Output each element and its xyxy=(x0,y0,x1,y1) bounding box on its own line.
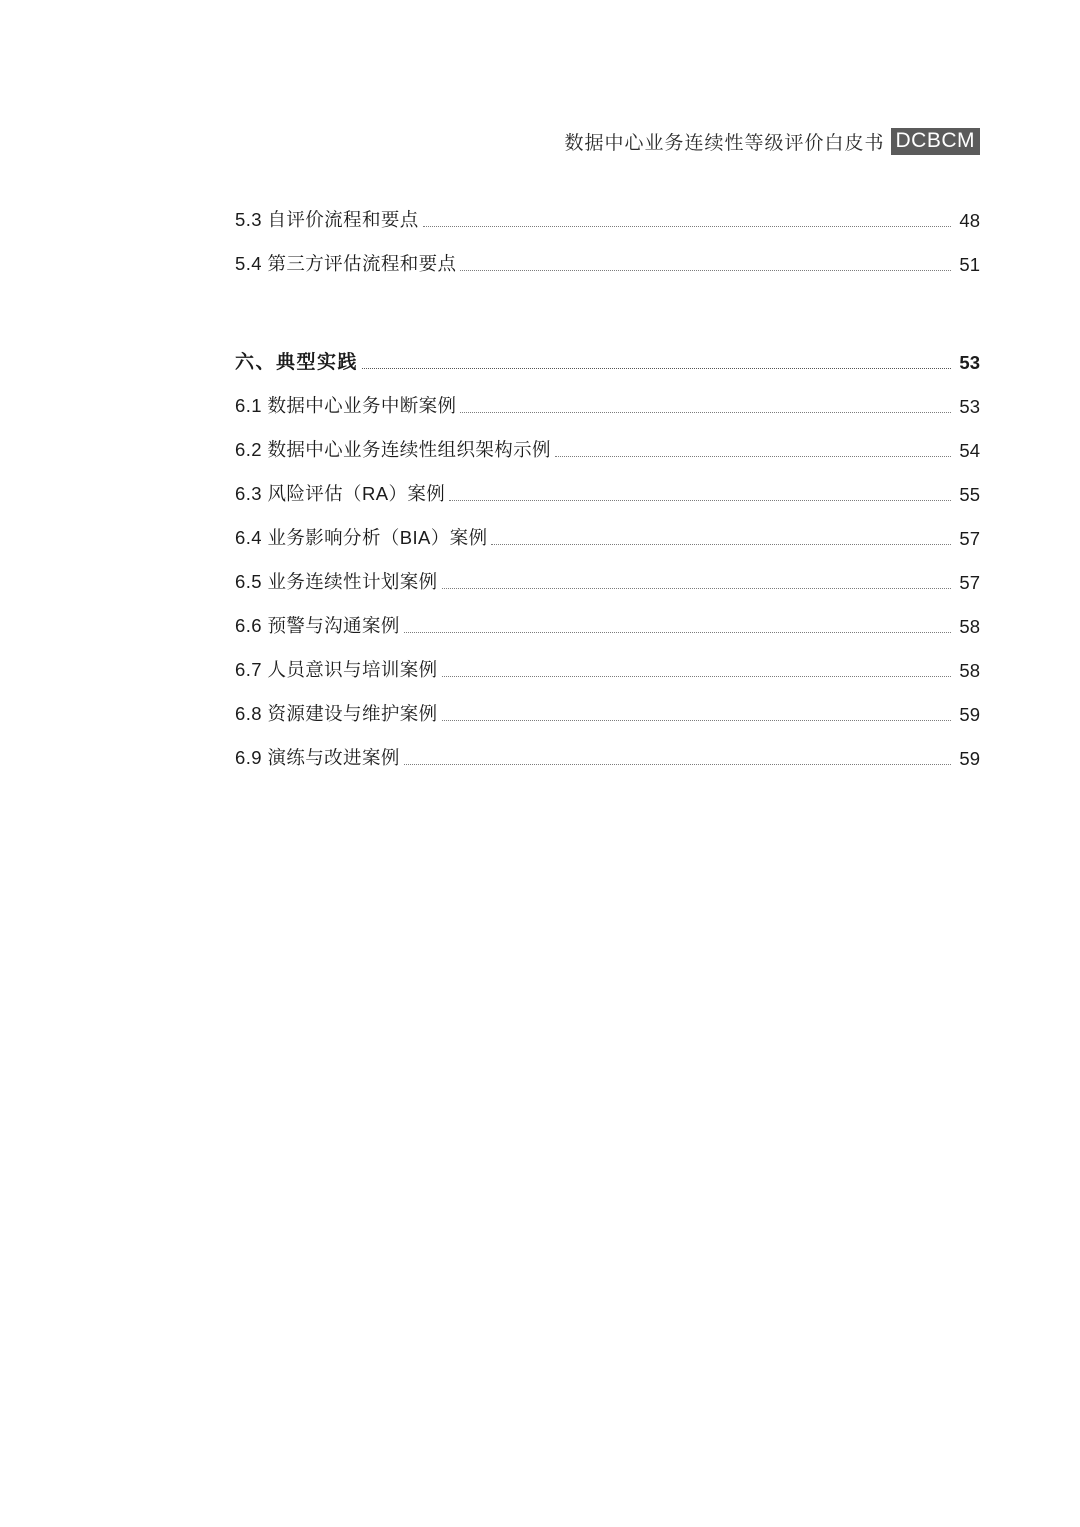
toc-entry-label: 6.7 人员意识与培训案例 xyxy=(235,659,438,680)
toc-entry-label: 5.3 自评价流程和要点 xyxy=(235,209,419,230)
toc-section-entry[interactable] xyxy=(235,324,980,376)
toc-leader-dots xyxy=(460,411,951,413)
toc-entry-label: 6.9 演练与改进案例 xyxy=(235,747,400,768)
toc-entry-page: 58 xyxy=(959,616,980,637)
toc-leader-dots xyxy=(423,225,951,227)
toc-leader-dots xyxy=(460,269,951,271)
toc-entry-label: 6.5 业务连续性计划案例 xyxy=(235,571,438,592)
toc-entry-page: 59 xyxy=(959,748,980,769)
toc-entry-label: 6.2 数据中心业务连续性组织架构示例 xyxy=(235,439,551,460)
toc-leader-dots xyxy=(555,455,951,457)
toc-leader-dots xyxy=(442,719,951,721)
toc-entry[interactable] xyxy=(235,376,980,420)
toc-entry-page: 57 xyxy=(959,572,980,593)
toc-leader-dots xyxy=(404,631,951,633)
spacer xyxy=(235,278,980,324)
toc-entry-label: 6.4 业务影响分析（BIA）案例 xyxy=(235,527,488,548)
document-title: 数据中心业务连续性等级评价白皮书 xyxy=(564,133,885,155)
toc-section-label: 六、典型实践 xyxy=(235,352,359,373)
toc-entry-page: 57 xyxy=(959,528,980,549)
toc-section-page: 53 xyxy=(959,352,980,373)
toc-entry[interactable] xyxy=(235,684,980,728)
toc-entry-label: 6.6 预警与沟通案例 xyxy=(235,615,400,636)
toc-entry[interactable] xyxy=(235,420,980,464)
table-of-contents xyxy=(235,190,980,772)
dcbcm-badge: DCBCM xyxy=(891,128,981,155)
toc-entry-label: 5.4 第三方评估流程和要点 xyxy=(235,253,457,274)
toc-entry[interactable] xyxy=(235,190,980,234)
toc-entry-page: 58 xyxy=(959,660,980,681)
toc-leader-dots xyxy=(442,675,951,677)
toc-entry[interactable] xyxy=(235,552,980,596)
toc-entry[interactable] xyxy=(235,464,980,508)
page-header xyxy=(235,128,980,155)
toc-entry[interactable] xyxy=(235,508,980,552)
toc-entry-page: 51 xyxy=(959,254,980,275)
toc-leader-dots xyxy=(449,499,951,501)
toc-entry-label: 6.8 资源建设与维护案例 xyxy=(235,703,438,724)
toc-leader-dots xyxy=(442,587,951,589)
toc-entry-label: 6.3 风险评估（RA）案例 xyxy=(235,483,446,504)
toc-entry-page: 53 xyxy=(959,396,980,417)
toc-entry[interactable] xyxy=(235,234,980,278)
toc-entry-label: 6.1 数据中心业务中断案例 xyxy=(235,395,457,416)
toc-entry-page: 54 xyxy=(959,440,980,461)
toc-entry[interactable] xyxy=(235,596,980,640)
toc-leader-dots xyxy=(404,763,951,765)
toc-entry-page: 48 xyxy=(959,210,980,231)
toc-entry-page: 55 xyxy=(959,484,980,505)
toc-entry[interactable] xyxy=(235,728,980,772)
toc-leader-dots xyxy=(362,367,951,369)
toc-entry-page: 59 xyxy=(959,704,980,725)
toc-leader-dots xyxy=(491,543,951,545)
toc-entry[interactable] xyxy=(235,640,980,684)
